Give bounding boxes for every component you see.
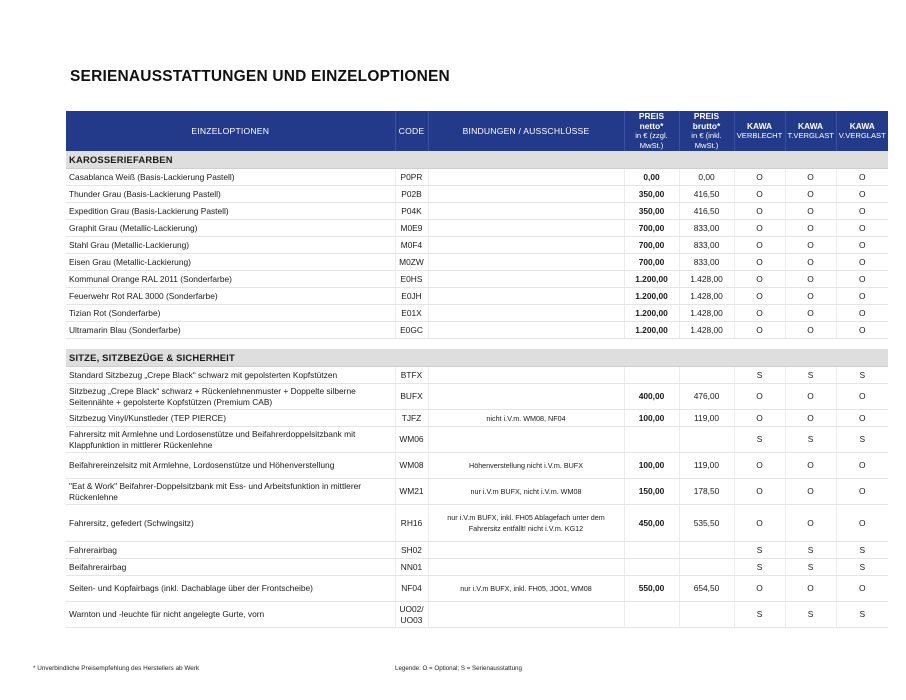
cell-k2: O bbox=[785, 453, 836, 479]
cell-name: Fahrersitz, gefedert (Schwingsitz) bbox=[66, 505, 395, 542]
cell-k1: O bbox=[734, 254, 785, 271]
table-row bbox=[66, 254, 888, 271]
cell-k1: S bbox=[734, 367, 785, 384]
cell-k2: S bbox=[785, 542, 836, 559]
cell-net: 350,00 bbox=[624, 186, 679, 203]
cell-name: Sitzbezug Vinyl/Kunstleder (TEP PIERCE) bbox=[66, 410, 395, 427]
section-spacer bbox=[66, 339, 888, 350]
cell-bind bbox=[428, 169, 624, 186]
section-header bbox=[66, 349, 888, 367]
cell-gross: 119,00 bbox=[679, 410, 734, 427]
cell-net: 350,00 bbox=[624, 203, 679, 220]
cell-k2: S bbox=[785, 602, 836, 628]
cell-k1: O bbox=[734, 288, 785, 305]
cell-k1: S bbox=[734, 602, 785, 628]
header-bind: BINDUNGEN / AUSSCHLÜSSE bbox=[428, 111, 624, 151]
table-row bbox=[66, 505, 888, 542]
table-row bbox=[66, 542, 888, 559]
cell-k1: O bbox=[734, 410, 785, 427]
cell-gross bbox=[679, 542, 734, 559]
cell-code: P02B bbox=[395, 186, 428, 203]
section-title: SITZE, SITZBEZÜGE & SICHERHEIT bbox=[66, 349, 888, 367]
table-row bbox=[66, 169, 888, 186]
cell-name: Graphit Grau (Metallic-Lackierung) bbox=[66, 220, 395, 237]
cell-code: BTFX bbox=[395, 367, 428, 384]
cell-code: WM21 bbox=[395, 479, 428, 505]
cell-net: 700,00 bbox=[624, 220, 679, 237]
header-gross-sub: in € (inkl. MwSt.) bbox=[691, 131, 722, 150]
cell-bind bbox=[428, 305, 624, 322]
cell-k1: O bbox=[734, 305, 785, 322]
cell-bind bbox=[428, 602, 624, 628]
cell-gross bbox=[679, 602, 734, 628]
cell-k3: O bbox=[836, 305, 888, 322]
cell-k3: S bbox=[836, 427, 888, 453]
cell-k2: O bbox=[785, 384, 836, 410]
cell-k3: O bbox=[836, 237, 888, 254]
header-k2-title: KAWA bbox=[797, 121, 824, 131]
cell-net: 1.200,00 bbox=[624, 271, 679, 288]
cell-k2: O bbox=[785, 203, 836, 220]
cell-bind: nur i.V.m BUFX, inkl. FH05, JO01, WM08 bbox=[428, 576, 624, 602]
cell-k3: O bbox=[836, 254, 888, 271]
cell-k3: O bbox=[836, 384, 888, 410]
cell-net: 100,00 bbox=[624, 453, 679, 479]
table-body bbox=[66, 151, 888, 628]
header-net-sub: in € (zzgl. MwSt.) bbox=[635, 131, 668, 150]
cell-k2: O bbox=[785, 305, 836, 322]
section-header bbox=[66, 151, 888, 169]
cell-k3: O bbox=[836, 288, 888, 305]
cell-k3: O bbox=[836, 169, 888, 186]
table-row bbox=[66, 237, 888, 254]
cell-net bbox=[624, 542, 679, 559]
cell-gross: 416,50 bbox=[679, 203, 734, 220]
cell-code: SH02 bbox=[395, 542, 428, 559]
cell-k2: O bbox=[785, 479, 836, 505]
cell-k3: S bbox=[836, 367, 888, 384]
header-k3-title: KAWA bbox=[849, 121, 875, 131]
cell-bind bbox=[428, 427, 624, 453]
cell-net: 450,00 bbox=[624, 505, 679, 542]
cell-bind bbox=[428, 559, 624, 576]
cell-net: 1.200,00 bbox=[624, 305, 679, 322]
header-gross-title: PREIS brutto* bbox=[692, 111, 721, 131]
table-row bbox=[66, 186, 888, 203]
cell-net: 400,00 bbox=[624, 384, 679, 410]
cell-k2: O bbox=[785, 288, 836, 305]
cell-gross: 1.428,00 bbox=[679, 322, 734, 339]
cell-k2: O bbox=[785, 410, 836, 427]
cell-k3: O bbox=[836, 453, 888, 479]
cell-code: M0E9 bbox=[395, 220, 428, 237]
cell-name: Warnton und -leuchte für nicht angelegte Gurte, vorn bbox=[66, 602, 395, 628]
cell-name: "Eat & Work" Beifahrer-Doppelsitzbank mit Ess- und Arbeitsfunktion in mittlerer Rückenlehne bbox=[66, 479, 395, 505]
cell-bind bbox=[428, 186, 624, 203]
cell-k1: O bbox=[734, 169, 785, 186]
cell-k1: S bbox=[734, 559, 785, 576]
cell-name: Thunder Grau (Basis-Lackierung Pastell) bbox=[66, 186, 395, 203]
table-row bbox=[66, 203, 888, 220]
cell-code: M0F4 bbox=[395, 237, 428, 254]
cell-gross: 833,00 bbox=[679, 237, 734, 254]
header-kawa-tverglast bbox=[785, 111, 836, 151]
cell-bind bbox=[428, 203, 624, 220]
cell-bind: nur i.V.m BUFX, inkl. FH05 Ablagefach unter dem Fahrersitz entfällt! nicht i.V.m. KG12 bbox=[428, 505, 624, 542]
section-title: KAROSSERIEFARBEN bbox=[66, 151, 888, 169]
cell-gross: 1.428,00 bbox=[679, 305, 734, 322]
cell-bind bbox=[428, 384, 624, 410]
spacer-cell bbox=[66, 339, 888, 350]
cell-bind bbox=[428, 542, 624, 559]
cell-name: Beifahrerairbag bbox=[66, 559, 395, 576]
cell-k3: O bbox=[836, 186, 888, 203]
cell-code: E0JH bbox=[395, 288, 428, 305]
cell-k3: O bbox=[836, 576, 888, 602]
cell-k3: O bbox=[836, 505, 888, 542]
cell-k3: S bbox=[836, 559, 888, 576]
cell-k2: O bbox=[785, 505, 836, 542]
cell-k3: O bbox=[836, 410, 888, 427]
table-row bbox=[66, 453, 888, 479]
cell-k2: O bbox=[785, 169, 836, 186]
cell-gross: 535,50 bbox=[679, 505, 734, 542]
header-name: EINZELOPTIONEN bbox=[66, 111, 395, 151]
cell-name: Fahrersitz mit Armlehne und Lordosenstütze und Beifahrerdoppelsitzbank mit Klappfunktion in mittlerer Rückenlehne bbox=[66, 427, 395, 453]
header-k2-sub: T.VERGLAST bbox=[787, 131, 834, 140]
cell-name: Ultramarin Blau (Sonderfarbe) bbox=[66, 322, 395, 339]
cell-bind bbox=[428, 322, 624, 339]
cell-k1: O bbox=[734, 322, 785, 339]
table-row bbox=[66, 410, 888, 427]
cell-code: WM06 bbox=[395, 427, 428, 453]
cell-k2: S bbox=[785, 427, 836, 453]
cell-net bbox=[624, 427, 679, 453]
cell-name: Fahrerairbag bbox=[66, 542, 395, 559]
cell-gross bbox=[679, 427, 734, 453]
cell-code: P0PR bbox=[395, 169, 428, 186]
cell-net bbox=[624, 559, 679, 576]
table-row bbox=[66, 271, 888, 288]
cell-gross: 833,00 bbox=[679, 220, 734, 237]
cell-gross bbox=[679, 559, 734, 576]
cell-k2: O bbox=[785, 220, 836, 237]
cell-k1: O bbox=[734, 271, 785, 288]
cell-net: 0,00 bbox=[624, 169, 679, 186]
cell-k2: O bbox=[785, 271, 836, 288]
cell-k3: S bbox=[836, 602, 888, 628]
cell-net bbox=[624, 367, 679, 384]
cell-code: M0ZW bbox=[395, 254, 428, 271]
header-net-title: PREIS netto* bbox=[638, 111, 665, 131]
table-row bbox=[66, 220, 888, 237]
cell-code: WM08 bbox=[395, 453, 428, 479]
cell-k3: O bbox=[836, 220, 888, 237]
header-gross bbox=[679, 111, 734, 151]
header-kawa-vverglast bbox=[836, 111, 888, 151]
cell-name: Expedition Grau (Basis-Lackierung Pastell) bbox=[66, 203, 395, 220]
cell-net: 1.200,00 bbox=[624, 322, 679, 339]
table-row bbox=[66, 576, 888, 602]
header-k1-sub: VERBLECHT bbox=[736, 131, 783, 140]
cell-code: NF04 bbox=[395, 576, 428, 602]
cell-bind bbox=[428, 288, 624, 305]
cell-gross: 119,00 bbox=[679, 453, 734, 479]
cell-bind: nur i.V.m BUFX, nicht i.V.m. WM08 bbox=[428, 479, 624, 505]
cell-k2: O bbox=[785, 186, 836, 203]
options-table bbox=[66, 111, 888, 628]
cell-bind: nicht i.V.m. WM08, NF04 bbox=[428, 410, 624, 427]
table-row bbox=[66, 559, 888, 576]
cell-code: UO02/ UO03 bbox=[395, 602, 428, 628]
table-row bbox=[66, 322, 888, 339]
cell-net: 100,00 bbox=[624, 410, 679, 427]
cell-net bbox=[624, 602, 679, 628]
price-footnote: * Unverbindliche Preisempfehlung des Herstellers ab Werk bbox=[33, 665, 200, 672]
cell-code: E01X bbox=[395, 305, 428, 322]
cell-k3: O bbox=[836, 322, 888, 339]
table-row bbox=[66, 384, 888, 410]
header-k1-title: KAWA bbox=[746, 121, 773, 131]
cell-gross: 416,50 bbox=[679, 186, 734, 203]
cell-name: Beifahrereinzelsitz mit Armlehne, Lordosenstütze und Höhenverstellung bbox=[66, 453, 395, 479]
table-row bbox=[66, 305, 888, 322]
cell-gross: 476,00 bbox=[679, 384, 734, 410]
cell-k3: S bbox=[836, 542, 888, 559]
header-net bbox=[624, 111, 679, 151]
table-row bbox=[66, 427, 888, 453]
cell-name: Sitzbezug „Crepe Black“ schwarz + Rückenlehnenmuster + Doppelte silberne Seitennähte + gepolsterte Kopfstützen (Premium CAB) bbox=[66, 384, 395, 410]
cell-k1: O bbox=[734, 384, 785, 410]
table-row bbox=[66, 367, 888, 384]
cell-bind bbox=[428, 271, 624, 288]
cell-net: 700,00 bbox=[624, 254, 679, 271]
cell-gross bbox=[679, 367, 734, 384]
cell-net: 700,00 bbox=[624, 237, 679, 254]
cell-k3: O bbox=[836, 203, 888, 220]
cell-name: Casablanca Weiß (Basis-Lackierung Pastell) bbox=[66, 169, 395, 186]
cell-code: E0HS bbox=[395, 271, 428, 288]
cell-name: Eisen Grau (Metallic-Lackierung) bbox=[66, 254, 395, 271]
cell-k1: O bbox=[734, 576, 785, 602]
cell-bind: Höhenverstellung nicht i.V.m. BUFX bbox=[428, 453, 624, 479]
legend: Legende: O = Optional; S = Serienausstattung bbox=[395, 665, 522, 672]
cell-code: TJFZ bbox=[395, 410, 428, 427]
cell-gross: 654,50 bbox=[679, 576, 734, 602]
cell-k1: O bbox=[734, 479, 785, 505]
cell-k3: O bbox=[836, 271, 888, 288]
header-code: CODE bbox=[395, 111, 428, 151]
cell-name: Tizian Rot (Sonderfarbe) bbox=[66, 305, 395, 322]
cell-k2: S bbox=[785, 367, 836, 384]
cell-name: Kommunal Orange RAL 2011 (Sonderfarbe) bbox=[66, 271, 395, 288]
cell-k1: O bbox=[734, 203, 785, 220]
cell-k1: O bbox=[734, 505, 785, 542]
cell-net: 1.200,00 bbox=[624, 288, 679, 305]
table-row bbox=[66, 288, 888, 305]
cell-k2: O bbox=[785, 237, 836, 254]
cell-k1: O bbox=[734, 453, 785, 479]
cell-k3: O bbox=[836, 479, 888, 505]
cell-k1: S bbox=[734, 427, 785, 453]
cell-code: NN01 bbox=[395, 559, 428, 576]
cell-k2: O bbox=[785, 322, 836, 339]
cell-name: Stahl Grau (Metallic-Lackierung) bbox=[66, 237, 395, 254]
cell-gross: 1.428,00 bbox=[679, 271, 734, 288]
cell-k1: S bbox=[734, 542, 785, 559]
cell-bind bbox=[428, 367, 624, 384]
cell-gross: 0,00 bbox=[679, 169, 734, 186]
cell-bind bbox=[428, 254, 624, 271]
cell-name: Feuerwehr Rot RAL 3000 (Sonderfarbe) bbox=[66, 288, 395, 305]
header-kawa-verblecht bbox=[734, 111, 785, 151]
cell-gross: 178,50 bbox=[679, 479, 734, 505]
cell-code: E0GC bbox=[395, 322, 428, 339]
cell-k2: O bbox=[785, 254, 836, 271]
page-title: SERIENAUSSTATTUNGEN UND EINZELOPTIONEN bbox=[70, 68, 450, 85]
table-header-row bbox=[66, 111, 888, 151]
cell-net: 550,00 bbox=[624, 576, 679, 602]
cell-code: BUFX bbox=[395, 384, 428, 410]
cell-k2: S bbox=[785, 559, 836, 576]
table-row bbox=[66, 479, 888, 505]
cell-gross: 833,00 bbox=[679, 254, 734, 271]
cell-name: Seiten- und Kopfairbags (inkl. Dachablage über der Frontscheibe) bbox=[66, 576, 395, 602]
cell-k1: O bbox=[734, 186, 785, 203]
cell-k2: O bbox=[785, 576, 836, 602]
cell-bind bbox=[428, 220, 624, 237]
cell-gross: 1.428,00 bbox=[679, 288, 734, 305]
cell-bind bbox=[428, 237, 624, 254]
cell-code: P04K bbox=[395, 203, 428, 220]
table-row bbox=[66, 602, 888, 628]
header-k3-sub: V.VERGLAST bbox=[838, 131, 886, 140]
cell-net: 150,00 bbox=[624, 479, 679, 505]
cell-k1: O bbox=[734, 220, 785, 237]
cell-code: RH16 bbox=[395, 505, 428, 542]
cell-k1: O bbox=[734, 237, 785, 254]
cell-name: Standard Sitzbezug „Crepe Black“ schwarz mit gepolsterten Kopfstützen bbox=[66, 367, 395, 384]
